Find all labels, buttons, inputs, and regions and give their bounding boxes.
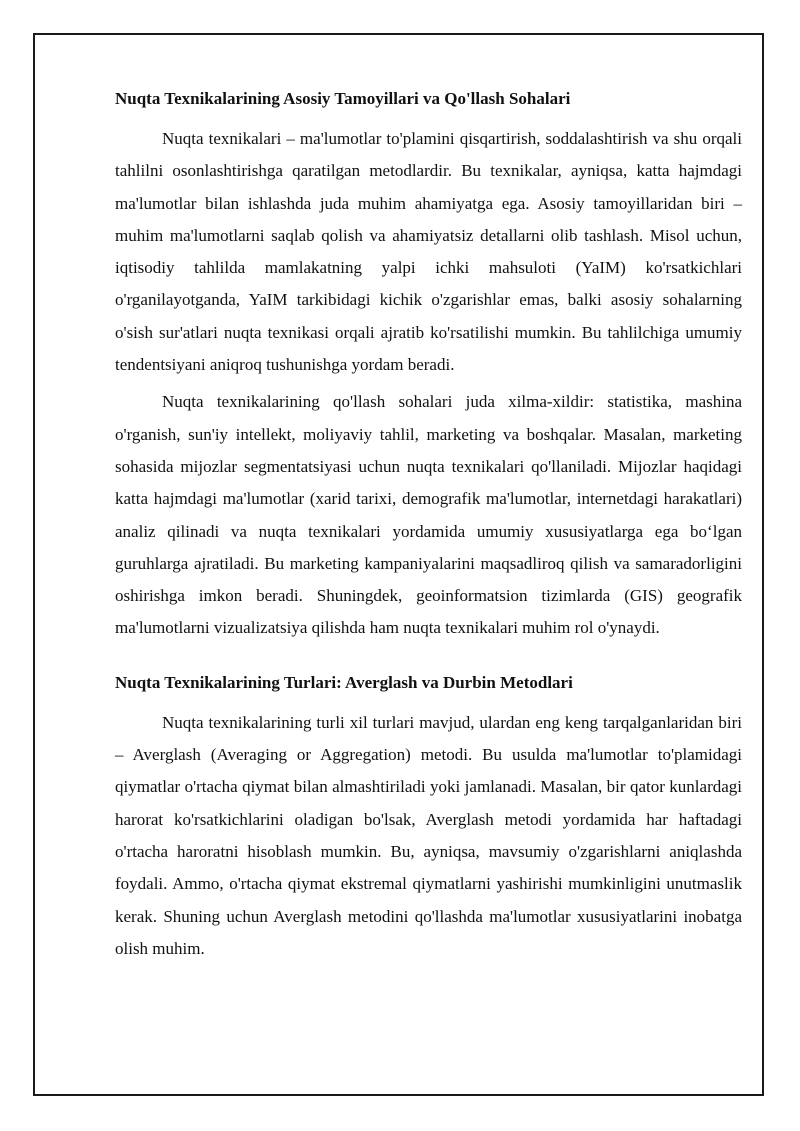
section-heading-principles: Nuqta Texnikalarining Asosiy Tamoyillari va Qo'llash Sohalari <box>115 89 571 108</box>
paragraph-principles-intro: Nuqta texnikalari – ma'lumotlar to'plamini qisqartirish, soddalashtirish va shu orqali tahlilni osonlashtirishga qaratilgan metodlardir. Bu texnikalar, ayniqsa, katta hajmdagi ma'lumotlar bilan ishlashda juda muhim ahamiyatga ega. Asosiy tamoyillaridan biri – muhim ma'lumotlarni saqlab qolish va ahamiyatsiz detallarni olib tashlash. Misol uchun, iqtisodiy tahlilda mamlakatning yalpi ichki mahsuloti (YaIM) ko'rsatkichlari o'rganilayotganda, YaIM tarkibidagi kichik o'zgarishlar emas, balki asosiy sohalarning o'sish sur'atlari nuqta texnikasi orqali ajratib ko'rsatilishi mumkin. Bu tahlilchiga umumiy tendentsiyani aniqroq tushunishga yordam beradi. <box>115 129 742 375</box>
paragraph-averaging-method: Nuqta texnikalarining turli xil turlari mavjud, ulardan eng keng tarqalganlaridan biri – Averglash (Averaging or Aggregation) metodi. Bu usulda ma'lumotlar to'plamidagi qiymatlar o'rtacha qiymat bilan almashtiriladi yoki jamlanadi. Masalan, bir qator kunlardagi harorat ko'rsatkichlarini oladigan bo'lsak, Averglash metodi yordamida har haftadagi o'rtacha haroratni hisoblash mumkin. Bu, ayniqsa, mavsumiy o'zgarishlarni aniqlashda foydali. Ammo, o'rtacha qiymat ekstremal qiymatlarni yashirishi mumkinligini unutmaslik kerak. Shuning uchun Averglash metodini qo'llashda ma'lumotlar xususiyatlarini inobatga olish muhim. <box>115 712 742 958</box>
paragraph-application-areas: Nuqta texnikalarining qo'llash sohalari juda xilma-xildir: statistika, mashina o'rganish, sun'iy intellekt, moliyaviy tahlil, marketing va boshqalar. Masalan, marketing sohasida mijozlar segmentatsiyasi uchun nuqta texnikalari qo'llaniladi. Mijozlar haqidagi katta hajmdagi ma'lumotlar (xarid tarixi, demografik ma'lumotlar, internetdagi harakatlari) analiz qilinadi va nuqta texnikalari yordamida umumiy xususiyatlarga ega boʻlgan guruhlarga ajratiladi. Bu marketing kampaniyalarini maqsadliroq qilish va samaradorligini oshirishga imkon beradi. Shuningdek, geoinformatsion tizimlarda (GIS) geografik ma'lumotlarni vizualizatsiya qilishda ham nuqta texnikalari muhim rol o'ynaydi. <box>115 392 742 638</box>
section-heading-types: Nuqta Texnikalarining Turlari: Averglash va Durbin Metodlari <box>115 672 573 692</box>
document-body <box>115 86 742 965</box>
